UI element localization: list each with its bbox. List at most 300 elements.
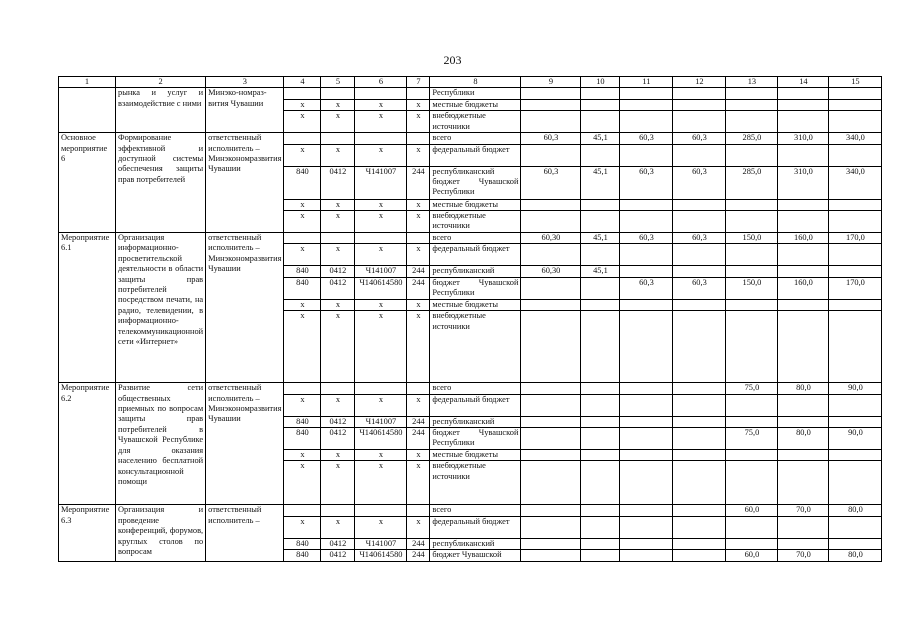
value-2019 [521, 450, 581, 461]
section-label [59, 88, 116, 133]
value-2025 [829, 461, 882, 505]
value-2020 [581, 461, 620, 505]
value-2022 [673, 505, 726, 516]
value-2020 [581, 394, 620, 416]
code-section [321, 233, 355, 244]
value-2021 [620, 383, 673, 394]
funding-source: внебюджетные источники [430, 311, 521, 383]
value-2019 [521, 461, 581, 505]
value-2019 [521, 211, 581, 233]
code-expense [407, 383, 430, 394]
funding-source: местные бюджеты [430, 99, 521, 110]
value-2022 [673, 211, 726, 233]
funding-source: республиканский [430, 538, 521, 549]
value-2022: 60,3 [673, 166, 726, 199]
code-section: x [321, 199, 355, 210]
value-2023: 285,0 [726, 133, 778, 144]
value-2021 [620, 111, 673, 133]
funding-source: федеральный бюджет [430, 244, 521, 266]
code-expense: x [407, 244, 430, 266]
code-section: x [321, 111, 355, 133]
section-label: Основное мероприятие 6 [59, 133, 116, 233]
value-2024: 310,0 [778, 166, 829, 199]
code-grbs [284, 133, 321, 144]
code-grbs: x [284, 394, 321, 416]
code-target: x [355, 211, 407, 233]
code-section: 0412 [321, 550, 355, 561]
value-2024: 70,0 [778, 550, 829, 561]
value-2025 [829, 111, 882, 133]
column-number: 10 [581, 77, 620, 88]
value-2020 [581, 144, 620, 166]
value-2020: 45,1 [581, 233, 620, 244]
column-number: 2 [116, 77, 206, 88]
funding-source: местные бюджеты [430, 450, 521, 461]
section-executor: ответственный исполнитель – Минэкономразвития Чувашии [206, 383, 284, 505]
code-target: x [355, 244, 407, 266]
value-2019 [521, 244, 581, 266]
column-number: 6 [355, 77, 407, 88]
section-description: рынка и услуг и взаимодействие с ними [116, 88, 206, 133]
value-2021 [620, 550, 673, 561]
value-2020 [581, 550, 620, 561]
code-section: x [321, 516, 355, 538]
code-section: x [321, 450, 355, 461]
code-expense: x [407, 516, 430, 538]
code-section: 0412 [321, 428, 355, 450]
column-number: 9 [521, 77, 581, 88]
code-grbs: x [284, 244, 321, 266]
code-target [355, 383, 407, 394]
value-2024 [778, 416, 829, 427]
section-executor: ответственный исполнитель – [206, 505, 284, 561]
funding-source: бюджет Чувашской Республики [430, 428, 521, 450]
funding-source: всего [430, 233, 521, 244]
code-target: Ч141007 [355, 166, 407, 199]
funding-source: федеральный бюджет [430, 516, 521, 538]
value-2024 [778, 144, 829, 166]
code-section [321, 88, 355, 99]
code-target: x [355, 311, 407, 383]
value-2021 [620, 199, 673, 210]
code-target: Ч141007 [355, 538, 407, 549]
code-target: x [355, 111, 407, 133]
value-2024: 80,0 [778, 428, 829, 450]
value-2023 [726, 450, 778, 461]
code-target: Ч140614580 [355, 428, 407, 450]
value-2021 [620, 266, 673, 277]
value-2021 [620, 416, 673, 427]
value-2025 [829, 211, 882, 233]
value-2022: 60,3 [673, 133, 726, 144]
value-2023 [726, 211, 778, 233]
value-2022 [673, 516, 726, 538]
value-2019 [521, 394, 581, 416]
value-2019 [521, 88, 581, 99]
value-2024: 160,0 [778, 233, 829, 244]
code-grbs [284, 233, 321, 244]
code-section: x [321, 99, 355, 110]
value-2020 [581, 111, 620, 133]
value-2023 [726, 88, 778, 99]
funding-source: всего [430, 133, 521, 144]
code-grbs: x [284, 516, 321, 538]
code-grbs: 840 [284, 538, 321, 549]
code-expense [407, 88, 430, 99]
value-2023: 150,0 [726, 233, 778, 244]
value-2022 [673, 461, 726, 505]
code-section [321, 133, 355, 144]
value-2020 [581, 277, 620, 299]
code-grbs: 840 [284, 550, 321, 561]
value-2020 [581, 416, 620, 427]
value-2022 [673, 144, 726, 166]
value-2021 [620, 211, 673, 233]
code-section: 0412 [321, 277, 355, 299]
section-description: Организация и проведение конференций, форумов, круглых столов по вопросам [116, 505, 206, 561]
code-expense: x [407, 111, 430, 133]
value-2025 [829, 450, 882, 461]
code-section: x [321, 311, 355, 383]
value-2020 [581, 505, 620, 516]
value-2022 [673, 550, 726, 561]
value-2022 [673, 111, 726, 133]
code-grbs: x [284, 311, 321, 383]
code-target: x [355, 144, 407, 166]
code-expense: x [407, 461, 430, 505]
code-grbs: x [284, 211, 321, 233]
value-2023 [726, 99, 778, 110]
funding-source: местные бюджеты [430, 199, 521, 210]
value-2025 [829, 144, 882, 166]
code-target: Ч140614580 [355, 277, 407, 299]
section-executor: ответственный исполнитель – Минэкономразвития Чувашии [206, 133, 284, 233]
column-number: 4 [284, 77, 321, 88]
section-label: Мероприятие 6.2 [59, 383, 116, 505]
funding-source: Республики [430, 88, 521, 99]
value-2021 [620, 311, 673, 383]
section-description: Формирование эффективной и доступной системы обеспечения защиты прав потребителей [116, 133, 206, 233]
value-2022 [673, 266, 726, 277]
value-2020 [581, 450, 620, 461]
value-2023 [726, 461, 778, 505]
value-2023 [726, 266, 778, 277]
value-2025: 80,0 [829, 505, 882, 516]
value-2020 [581, 383, 620, 394]
code-target: Ч140614580 [355, 550, 407, 561]
value-2025 [829, 244, 882, 266]
value-2023 [726, 199, 778, 210]
value-2021 [620, 394, 673, 416]
value-2024 [778, 266, 829, 277]
value-2024: 310,0 [778, 133, 829, 144]
value-2019 [521, 111, 581, 133]
section-label: Мероприятие 6.1 [59, 233, 116, 383]
value-2021 [620, 88, 673, 99]
code-target [355, 88, 407, 99]
funding-source: всего [430, 505, 521, 516]
budget-table [58, 76, 882, 562]
code-expense: x [407, 299, 430, 310]
value-2021 [620, 505, 673, 516]
value-2024: 80,0 [778, 383, 829, 394]
value-2024 [778, 311, 829, 383]
table-row [59, 383, 882, 394]
value-2022 [673, 88, 726, 99]
value-2024: 70,0 [778, 505, 829, 516]
code-grbs: x [284, 111, 321, 133]
section-description: Развитие сети общественных приемных по вопросам защиты прав потребителей в Чувашской Республике для оказания населению бесплатной консультационной помощи [116, 383, 206, 505]
value-2025: 340,0 [829, 133, 882, 144]
value-2023 [726, 299, 778, 310]
code-target: x [355, 199, 407, 210]
column-number: 3 [206, 77, 284, 88]
column-number: 11 [620, 77, 673, 88]
value-2019 [521, 416, 581, 427]
value-2021 [620, 428, 673, 450]
page-number: 203 [443, 53, 462, 67]
value-2025 [829, 416, 882, 427]
funding-source: всего [430, 383, 521, 394]
column-number: 15 [829, 77, 882, 88]
value-2025: 90,0 [829, 383, 882, 394]
value-2022 [673, 99, 726, 110]
value-2024 [778, 199, 829, 210]
value-2025: 90,0 [829, 428, 882, 450]
code-target: x [355, 299, 407, 310]
funding-source: федеральный бюджет [430, 144, 521, 166]
value-2022 [673, 311, 726, 383]
code-expense: x [407, 394, 430, 416]
value-2019 [521, 199, 581, 210]
value-2022 [673, 538, 726, 549]
value-2019 [521, 383, 581, 394]
value-2022 [673, 299, 726, 310]
value-2023 [726, 244, 778, 266]
value-2021 [620, 99, 673, 110]
column-number: 12 [673, 77, 726, 88]
value-2022 [673, 244, 726, 266]
column-number: 1 [59, 77, 116, 88]
value-2022 [673, 394, 726, 416]
value-2023 [726, 416, 778, 427]
section-label: Мероприятие 6.3 [59, 505, 116, 561]
value-2019: 60,30 [521, 233, 581, 244]
code-grbs: x [284, 99, 321, 110]
value-2024 [778, 211, 829, 233]
value-2019 [521, 550, 581, 561]
value-2025: 340,0 [829, 166, 882, 199]
value-2024 [778, 244, 829, 266]
funding-source: местные бюджеты [430, 299, 521, 310]
code-target: Ч141007 [355, 266, 407, 277]
value-2023 [726, 516, 778, 538]
code-grbs: 840 [284, 428, 321, 450]
code-section: x [321, 299, 355, 310]
value-2023 [726, 394, 778, 416]
value-2025 [829, 199, 882, 210]
value-2020 [581, 299, 620, 310]
code-grbs: x [284, 299, 321, 310]
code-expense: x [407, 99, 430, 110]
value-2021 [620, 299, 673, 310]
value-2022 [673, 416, 726, 427]
value-2025 [829, 311, 882, 383]
value-2020 [581, 311, 620, 383]
value-2023 [726, 144, 778, 166]
value-2020 [581, 211, 620, 233]
value-2023: 285,0 [726, 166, 778, 199]
code-expense: 244 [407, 166, 430, 199]
value-2023: 60,0 [726, 550, 778, 561]
funding-source: бюджет Чувашской Республики [430, 277, 521, 299]
code-expense: 244 [407, 266, 430, 277]
value-2019 [521, 538, 581, 549]
value-2024 [778, 88, 829, 99]
value-2025 [829, 394, 882, 416]
code-target: x [355, 450, 407, 461]
value-2025: 80,0 [829, 550, 882, 561]
value-2021: 60,3 [620, 277, 673, 299]
value-2020 [581, 88, 620, 99]
funding-source: внебюджетные источники [430, 111, 521, 133]
value-2020 [581, 99, 620, 110]
value-2020 [581, 516, 620, 538]
code-target: x [355, 461, 407, 505]
value-2020 [581, 244, 620, 266]
code-expense: 244 [407, 416, 430, 427]
code-target [355, 133, 407, 144]
value-2025 [829, 88, 882, 99]
funding-source: республиканский бюджет Чувашской Республики [430, 166, 521, 199]
code-target: Ч141007 [355, 416, 407, 427]
code-section: 0412 [321, 416, 355, 427]
code-grbs: 840 [284, 277, 321, 299]
code-target [355, 233, 407, 244]
value-2023: 60,0 [726, 505, 778, 516]
code-expense: x [407, 450, 430, 461]
table-row [59, 133, 882, 144]
value-2019 [521, 144, 581, 166]
column-number: 5 [321, 77, 355, 88]
funding-source: республиканский [430, 266, 521, 277]
value-2019: 60,30 [521, 266, 581, 277]
value-2022 [673, 383, 726, 394]
code-grbs: x [284, 199, 321, 210]
value-2025 [829, 516, 882, 538]
code-section: 0412 [321, 166, 355, 199]
code-section: 0412 [321, 538, 355, 549]
code-expense [407, 233, 430, 244]
value-2020: 45,1 [581, 166, 620, 199]
column-number: 8 [430, 77, 521, 88]
section-description: Организация информационно-просветительской деятельности в области защиты прав потребителей посредством печати, на радио, телевидении, в информационно-телекоммуникационной сети «Интернет» [116, 233, 206, 383]
column-number: 14 [778, 77, 829, 88]
value-2023 [726, 538, 778, 549]
table-row [59, 505, 882, 516]
code-grbs: x [284, 144, 321, 166]
value-2024 [778, 461, 829, 505]
value-2023 [726, 111, 778, 133]
value-2022: 60,3 [673, 233, 726, 244]
code-grbs [284, 88, 321, 99]
code-grbs: x [284, 450, 321, 461]
code-grbs [284, 505, 321, 516]
value-2019 [521, 311, 581, 383]
code-target: x [355, 394, 407, 416]
value-2021: 60,3 [620, 233, 673, 244]
code-section: x [321, 394, 355, 416]
value-2025: 170,0 [829, 277, 882, 299]
value-2019 [521, 99, 581, 110]
code-expense: x [407, 311, 430, 383]
code-expense [407, 133, 430, 144]
value-2025 [829, 266, 882, 277]
value-2024 [778, 111, 829, 133]
section-executor: ответственный исполнитель – Минэкономразвития Чувашии [206, 233, 284, 383]
value-2021 [620, 244, 673, 266]
value-2020: 45,1 [581, 133, 620, 144]
section-executor: Минэко-номраз-вития Чувашии [206, 88, 284, 133]
funding-source: внебюджетные источники [430, 211, 521, 233]
code-target: x [355, 516, 407, 538]
column-number-row [59, 77, 882, 88]
value-2024: 160,0 [778, 277, 829, 299]
code-expense [407, 505, 430, 516]
code-grbs: 840 [284, 166, 321, 199]
value-2022 [673, 199, 726, 210]
value-2019 [521, 516, 581, 538]
code-section: x [321, 461, 355, 505]
value-2024 [778, 394, 829, 416]
value-2019 [521, 428, 581, 450]
value-2021 [620, 450, 673, 461]
code-section: x [321, 244, 355, 266]
value-2020 [581, 538, 620, 549]
column-number: 7 [407, 77, 430, 88]
code-section: x [321, 144, 355, 166]
value-2021 [620, 461, 673, 505]
code-target: x [355, 99, 407, 110]
value-2020 [581, 199, 620, 210]
value-2019: 60,3 [521, 166, 581, 199]
table-row [59, 233, 882, 244]
code-section [321, 505, 355, 516]
value-2021: 60,3 [620, 166, 673, 199]
value-2020: 45,1 [581, 266, 620, 277]
code-grbs: 840 [284, 266, 321, 277]
code-expense: x [407, 199, 430, 210]
value-2023 [726, 311, 778, 383]
value-2020 [581, 428, 620, 450]
value-2023: 75,0 [726, 383, 778, 394]
code-expense: 244 [407, 428, 430, 450]
value-2021 [620, 538, 673, 549]
code-expense: x [407, 144, 430, 166]
code-grbs [284, 383, 321, 394]
funding-source: федеральный бюджет [430, 394, 521, 416]
value-2019 [521, 299, 581, 310]
value-2021: 60,3 [620, 133, 673, 144]
value-2024 [778, 538, 829, 549]
value-2025 [829, 538, 882, 549]
code-expense: 244 [407, 277, 430, 299]
value-2019 [521, 277, 581, 299]
value-2025 [829, 99, 882, 110]
value-2025 [829, 299, 882, 310]
value-2024 [778, 450, 829, 461]
funding-source: республиканский [430, 416, 521, 427]
